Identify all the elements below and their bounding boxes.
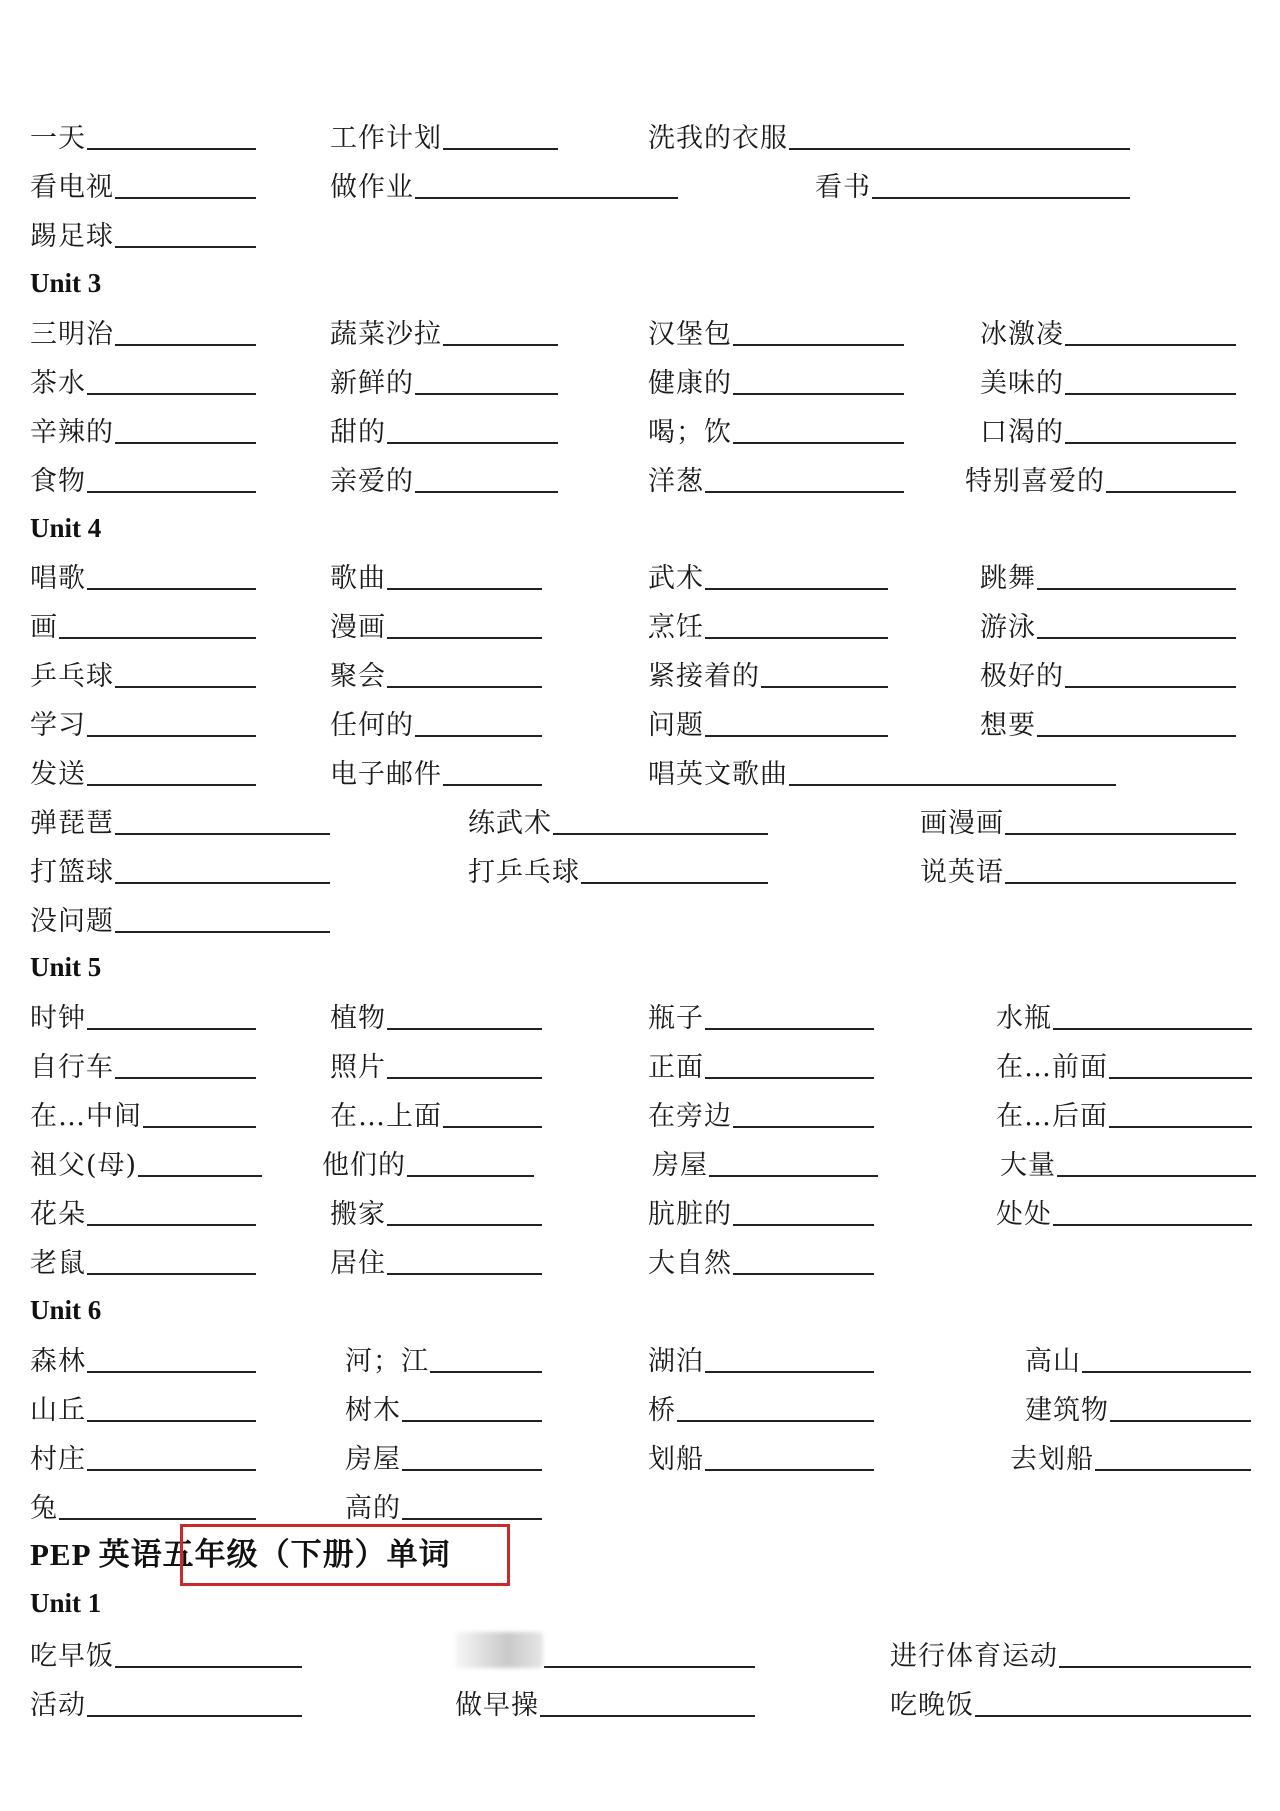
vocab-item bbox=[30, 1384, 256, 1428]
unit-heading: Unit 4 bbox=[30, 513, 102, 543]
answer-blank bbox=[789, 118, 1130, 150]
item-label: 吃晚饭 bbox=[890, 1690, 974, 1721]
item-label: 处处 bbox=[996, 1199, 1052, 1230]
vocab-item bbox=[30, 308, 256, 352]
answer-blank bbox=[975, 1685, 1251, 1717]
item-label: 极好的 bbox=[980, 661, 1064, 692]
item-label: 自行车 bbox=[30, 1052, 114, 1083]
vocab-item bbox=[996, 992, 1252, 1036]
answer-blank bbox=[705, 607, 888, 639]
item-label: 烹饪 bbox=[648, 612, 704, 643]
vocab-item bbox=[648, 650, 888, 694]
item-label: 武术 bbox=[648, 563, 704, 594]
vocab-item bbox=[330, 699, 542, 743]
item-label: 照片 bbox=[330, 1052, 386, 1083]
vocab-item bbox=[30, 699, 256, 743]
answer-blank bbox=[1109, 1047, 1252, 1079]
vocab-item bbox=[330, 552, 542, 596]
vocab-item bbox=[648, 1188, 874, 1232]
item-label: 食物 bbox=[30, 466, 86, 497]
item-label: 聚会 bbox=[330, 661, 386, 692]
vocab-item bbox=[648, 748, 1116, 792]
item-label: 植物 bbox=[330, 1003, 386, 1034]
item-label: 瓶子 bbox=[648, 1003, 704, 1034]
item-label: 歌曲 bbox=[330, 563, 386, 594]
vocab-item bbox=[455, 1679, 755, 1723]
vocab-item bbox=[648, 552, 888, 596]
vocab-item bbox=[980, 308, 1236, 352]
answer-blank bbox=[115, 901, 330, 933]
item-label: 乒乓球 bbox=[30, 661, 114, 692]
vocab-item bbox=[30, 992, 256, 1036]
vocab-item bbox=[1000, 1139, 1256, 1183]
item-label: 做早操 bbox=[455, 1690, 539, 1721]
item-label: 山丘 bbox=[30, 1395, 86, 1426]
answer-blank bbox=[387, 998, 542, 1030]
item-label: 电子邮件 bbox=[330, 759, 442, 790]
answer-blank bbox=[1037, 558, 1236, 590]
answer-blank bbox=[87, 754, 256, 786]
section-title-prefix: PEP 英语 bbox=[30, 1537, 163, 1572]
answer-blank bbox=[1053, 1194, 1252, 1226]
item-label: 森林 bbox=[30, 1346, 86, 1377]
answer-blank bbox=[733, 412, 904, 444]
blurred-label bbox=[455, 1632, 543, 1668]
vocab-item bbox=[30, 748, 256, 792]
item-label: 想要 bbox=[980, 710, 1036, 741]
item-label: 说英语 bbox=[920, 857, 1004, 888]
vocab-item bbox=[30, 552, 256, 596]
item-label: 湖泊 bbox=[648, 1346, 704, 1377]
item-label: 活动 bbox=[30, 1690, 86, 1721]
item-label: 工作计划 bbox=[330, 123, 442, 154]
answer-blank bbox=[705, 1439, 874, 1471]
answer-blank bbox=[705, 558, 888, 590]
answer-blank bbox=[1057, 1145, 1256, 1177]
item-label: 建筑物 bbox=[1025, 1395, 1109, 1426]
answer-blank bbox=[443, 754, 542, 786]
item-label: 兔 bbox=[30, 1493, 58, 1524]
answer-blank bbox=[1059, 1636, 1251, 1668]
answer-blank bbox=[387, 412, 558, 444]
answer-blank bbox=[733, 1096, 874, 1128]
answer-blank bbox=[87, 1243, 256, 1275]
item-label: 树木 bbox=[345, 1395, 401, 1426]
item-label: 弹琵琶 bbox=[30, 808, 114, 839]
item-label: 甜的 bbox=[330, 417, 386, 448]
vocab-item bbox=[920, 797, 1236, 841]
vocab-item bbox=[330, 650, 542, 694]
item-label: 在旁边 bbox=[648, 1101, 732, 1132]
item-label: 任何的 bbox=[330, 710, 414, 741]
answer-blank bbox=[705, 1047, 874, 1079]
vocab-item bbox=[330, 1090, 542, 1134]
vocab-item bbox=[648, 699, 888, 743]
vocab-item bbox=[648, 1237, 874, 1281]
answer-blank bbox=[1065, 656, 1236, 688]
answer-blank bbox=[87, 461, 256, 493]
item-label: 大自然 bbox=[648, 1248, 732, 1279]
vocab-item bbox=[30, 112, 256, 156]
vocab-item bbox=[965, 455, 1236, 499]
item-label: 正面 bbox=[648, 1052, 704, 1083]
answer-blank bbox=[387, 1047, 542, 1079]
item-label: 进行体育运动 bbox=[890, 1641, 1058, 1672]
item-label: 美味的 bbox=[980, 368, 1064, 399]
vocab-item bbox=[330, 1237, 542, 1281]
item-label: 汉堡包 bbox=[648, 319, 732, 350]
answer-blank bbox=[1065, 412, 1236, 444]
item-label: 吃早饭 bbox=[30, 1641, 114, 1672]
vocab-item bbox=[345, 1335, 542, 1379]
vocab-item bbox=[330, 455, 558, 499]
item-label: 时钟 bbox=[30, 1003, 86, 1034]
answer-blank bbox=[733, 363, 904, 395]
vocab-item bbox=[30, 406, 256, 450]
item-label: 做作业 bbox=[330, 172, 414, 203]
vocab-item bbox=[330, 161, 678, 205]
item-label: 漫画 bbox=[330, 612, 386, 643]
answer-blank bbox=[709, 1145, 878, 1177]
vocab-item bbox=[648, 455, 904, 499]
vocab-item bbox=[648, 1335, 874, 1379]
answer-blank bbox=[677, 1390, 874, 1422]
item-label: 画漫画 bbox=[920, 808, 1004, 839]
answer-blank bbox=[443, 314, 558, 346]
item-label: 新鲜的 bbox=[330, 368, 414, 399]
vocab-item bbox=[30, 1041, 256, 1085]
answer-blank bbox=[59, 1488, 256, 1520]
answer-blank bbox=[115, 852, 330, 884]
answer-blank bbox=[87, 1341, 256, 1373]
vocab-item bbox=[30, 455, 256, 499]
vocab-item bbox=[30, 895, 330, 939]
vocab-item bbox=[30, 1188, 256, 1232]
answer-blank bbox=[733, 314, 904, 346]
item-label: 三明治 bbox=[30, 319, 114, 350]
answer-blank bbox=[115, 167, 256, 199]
item-label: 蔬菜沙拉 bbox=[330, 319, 442, 350]
answer-blank bbox=[407, 1145, 534, 1177]
answer-blank bbox=[115, 216, 256, 248]
answer-blank bbox=[1005, 803, 1236, 835]
vocab-item bbox=[996, 1188, 1252, 1232]
item-label: 大量 bbox=[1000, 1150, 1056, 1181]
vocab-item bbox=[996, 1041, 1252, 1085]
answer-blank bbox=[402, 1488, 542, 1520]
item-label: 洗我的衣服 bbox=[648, 123, 788, 154]
answer-blank bbox=[87, 1685, 302, 1717]
unit-heading: Unit 3 bbox=[30, 268, 102, 298]
answer-blank bbox=[87, 118, 256, 150]
item-label: 辛辣的 bbox=[30, 417, 114, 448]
answer-blank bbox=[415, 705, 542, 737]
item-label: 祖父(母) bbox=[30, 1150, 138, 1181]
answer-blank bbox=[872, 167, 1130, 199]
item-label: 水瓶 bbox=[996, 1003, 1052, 1034]
vocab-item bbox=[30, 1090, 256, 1134]
vocab-item bbox=[468, 846, 768, 890]
answer-blank bbox=[443, 1096, 542, 1128]
vocab-item bbox=[996, 1090, 1252, 1134]
vocab-item bbox=[330, 112, 558, 156]
vocab-item bbox=[815, 161, 1130, 205]
highlight-box bbox=[180, 1524, 510, 1586]
vocab-item bbox=[648, 406, 904, 450]
vocab-item bbox=[648, 308, 904, 352]
vocab-item bbox=[890, 1679, 1251, 1723]
vocab-item bbox=[30, 1335, 256, 1379]
vocab-item bbox=[330, 992, 542, 1036]
item-label: 在…中间 bbox=[30, 1101, 142, 1132]
item-label: 桥 bbox=[648, 1395, 676, 1426]
answer-blank bbox=[544, 1636, 755, 1668]
answer-blank bbox=[387, 1194, 542, 1226]
item-label: 发送 bbox=[30, 759, 86, 790]
answer-blank bbox=[443, 118, 558, 150]
item-label: 游泳 bbox=[980, 612, 1036, 643]
answer-blank bbox=[387, 558, 542, 590]
vocab-item bbox=[345, 1433, 542, 1477]
answer-blank bbox=[87, 558, 256, 590]
vocab-item bbox=[30, 846, 330, 890]
answer-blank bbox=[59, 607, 256, 639]
vocab-item bbox=[920, 846, 1236, 890]
answer-blank bbox=[733, 1194, 874, 1226]
item-label: 冰激凌 bbox=[980, 319, 1064, 350]
vocab-item bbox=[980, 406, 1236, 450]
item-label: 在…上面 bbox=[330, 1101, 442, 1132]
answer-blank bbox=[705, 705, 888, 737]
answer-blank bbox=[1005, 852, 1236, 884]
answer-blank bbox=[87, 705, 256, 737]
item-label: 在…后面 bbox=[996, 1101, 1108, 1132]
item-label: 唱歌 bbox=[30, 563, 86, 594]
vocab-item bbox=[980, 699, 1236, 743]
answer-blank bbox=[387, 607, 542, 639]
answer-blank bbox=[415, 363, 558, 395]
vocab-item bbox=[30, 650, 256, 694]
item-label: 喝；饮 bbox=[648, 417, 732, 448]
answer-blank bbox=[115, 1047, 256, 1079]
item-label: 跳舞 bbox=[980, 563, 1036, 594]
vocab-item bbox=[648, 1384, 874, 1428]
vocab-item bbox=[330, 308, 558, 352]
answer-blank bbox=[1082, 1341, 1251, 1373]
unit-heading: Unit 6 bbox=[30, 1295, 102, 1325]
vocab-item bbox=[30, 1237, 256, 1281]
vocab-item bbox=[652, 1139, 878, 1183]
vocab-item bbox=[1010, 1433, 1251, 1477]
answer-blank bbox=[87, 1439, 256, 1471]
answer-blank bbox=[1065, 314, 1236, 346]
item-label: 看书 bbox=[815, 172, 871, 203]
answer-blank bbox=[87, 1390, 256, 1422]
item-label: 一天 bbox=[30, 123, 86, 154]
vocab-item bbox=[30, 1679, 302, 1723]
vocab-item bbox=[980, 552, 1236, 596]
answer-blank bbox=[415, 167, 678, 199]
item-label: 学习 bbox=[30, 710, 86, 741]
vocab-item bbox=[345, 1482, 542, 1526]
answer-blank bbox=[1065, 363, 1236, 395]
answer-blank bbox=[761, 656, 888, 688]
item-label: 搬家 bbox=[330, 1199, 386, 1230]
item-label: 练武术 bbox=[468, 808, 552, 839]
vocab-item bbox=[330, 357, 558, 401]
item-label: 在…前面 bbox=[996, 1052, 1108, 1083]
item-label: 打乒乓球 bbox=[468, 857, 580, 888]
answer-blank bbox=[540, 1685, 755, 1717]
item-label: 他们的 bbox=[322, 1150, 406, 1181]
vocab-item bbox=[330, 748, 542, 792]
answer-blank bbox=[115, 803, 330, 835]
item-label: 划船 bbox=[648, 1444, 704, 1475]
answer-blank bbox=[789, 754, 1116, 786]
vocab-item bbox=[648, 992, 874, 1036]
section-title-highlighted: 五年级（下册）单词 bbox=[162, 1537, 451, 1573]
vocab-item bbox=[980, 650, 1236, 694]
answer-blank bbox=[415, 461, 558, 493]
answer-blank bbox=[87, 1194, 256, 1226]
answer-blank bbox=[430, 1341, 542, 1373]
item-label: 村庄 bbox=[30, 1444, 86, 1475]
vocab-item bbox=[1025, 1384, 1251, 1428]
vocab-item bbox=[648, 1090, 874, 1134]
item-label: 特别喜爱的 bbox=[965, 466, 1105, 497]
answer-blank bbox=[115, 412, 256, 444]
answer-blank bbox=[387, 1243, 542, 1275]
item-label: 去划船 bbox=[1010, 1444, 1094, 1475]
answer-blank bbox=[387, 656, 542, 688]
unit-heading: Unit 5 bbox=[30, 952, 102, 982]
item-label: 房屋 bbox=[652, 1150, 708, 1181]
answer-blank bbox=[581, 852, 768, 884]
item-label: 口渴的 bbox=[980, 417, 1064, 448]
item-label: 房屋 bbox=[345, 1444, 401, 1475]
vocab-item bbox=[330, 1041, 542, 1085]
vocab-item bbox=[330, 601, 542, 645]
answer-blank bbox=[143, 1096, 256, 1128]
answer-blank bbox=[1109, 1096, 1252, 1128]
item-label: 打篮球 bbox=[30, 857, 114, 888]
vocab-item bbox=[330, 406, 558, 450]
item-label: 茶水 bbox=[30, 368, 86, 399]
item-label: 踢足球 bbox=[30, 221, 114, 252]
item-label: 河；江 bbox=[345, 1346, 429, 1377]
vocab-item bbox=[30, 1433, 256, 1477]
answer-blank bbox=[705, 1341, 874, 1373]
answer-blank bbox=[1106, 461, 1236, 493]
item-label: 亲爱的 bbox=[330, 466, 414, 497]
item-label: 高的 bbox=[345, 1493, 401, 1524]
answer-blank bbox=[705, 998, 874, 1030]
vocab-item bbox=[30, 210, 256, 254]
vocab-item bbox=[30, 601, 256, 645]
answer-blank bbox=[1110, 1390, 1251, 1422]
item-label: 画 bbox=[30, 612, 58, 643]
item-label: 居住 bbox=[330, 1248, 386, 1279]
answer-blank bbox=[1037, 607, 1236, 639]
unit-heading: Unit 1 bbox=[30, 1588, 102, 1618]
vocab-item bbox=[30, 1482, 256, 1526]
vocab-item bbox=[1025, 1335, 1251, 1379]
item-label: 老鼠 bbox=[30, 1248, 86, 1279]
answer-blank bbox=[87, 998, 256, 1030]
item-label: 看电视 bbox=[30, 172, 114, 203]
answer-blank bbox=[705, 461, 904, 493]
item-label: 高山 bbox=[1025, 1346, 1081, 1377]
vocab-item bbox=[330, 1188, 542, 1232]
vocab-item bbox=[30, 1139, 262, 1183]
answer-blank bbox=[115, 314, 256, 346]
item-label: 花朵 bbox=[30, 1199, 86, 1230]
answer-blank bbox=[402, 1390, 542, 1422]
vocab-item bbox=[980, 601, 1236, 645]
vocab-item bbox=[345, 1384, 542, 1428]
vocab-item bbox=[648, 1433, 874, 1477]
item-label: 肮脏的 bbox=[648, 1199, 732, 1230]
item-label: 紧接着的 bbox=[648, 661, 760, 692]
item-label: 健康的 bbox=[648, 368, 732, 399]
vocab-item bbox=[648, 1041, 874, 1085]
answer-blank bbox=[402, 1439, 542, 1471]
item-label: 问题 bbox=[648, 710, 704, 741]
vocab-item bbox=[648, 112, 1130, 156]
item-label: 洋葱 bbox=[648, 466, 704, 497]
item-label: 唱英文歌曲 bbox=[648, 759, 788, 790]
vocab-item bbox=[890, 1630, 1251, 1674]
answer-blank bbox=[115, 656, 256, 688]
vocab-item bbox=[468, 797, 768, 841]
answer-blank bbox=[553, 803, 768, 835]
vocab-item bbox=[30, 357, 256, 401]
vocab-item bbox=[648, 601, 888, 645]
answer-blank bbox=[1053, 998, 1252, 1030]
vocab-item bbox=[980, 357, 1236, 401]
answer-blank bbox=[1095, 1439, 1251, 1471]
vocab-item bbox=[322, 1139, 534, 1183]
answer-blank bbox=[87, 363, 256, 395]
answer-blank bbox=[138, 1145, 262, 1177]
vocab-item bbox=[30, 161, 256, 205]
answer-blank bbox=[733, 1243, 874, 1275]
vocab-item bbox=[30, 797, 330, 841]
vocab-item bbox=[648, 357, 904, 401]
item-label: 没问题 bbox=[30, 906, 114, 937]
answer-blank bbox=[115, 1636, 302, 1668]
vocab-item bbox=[30, 1630, 302, 1674]
answer-blank bbox=[1037, 705, 1236, 737]
